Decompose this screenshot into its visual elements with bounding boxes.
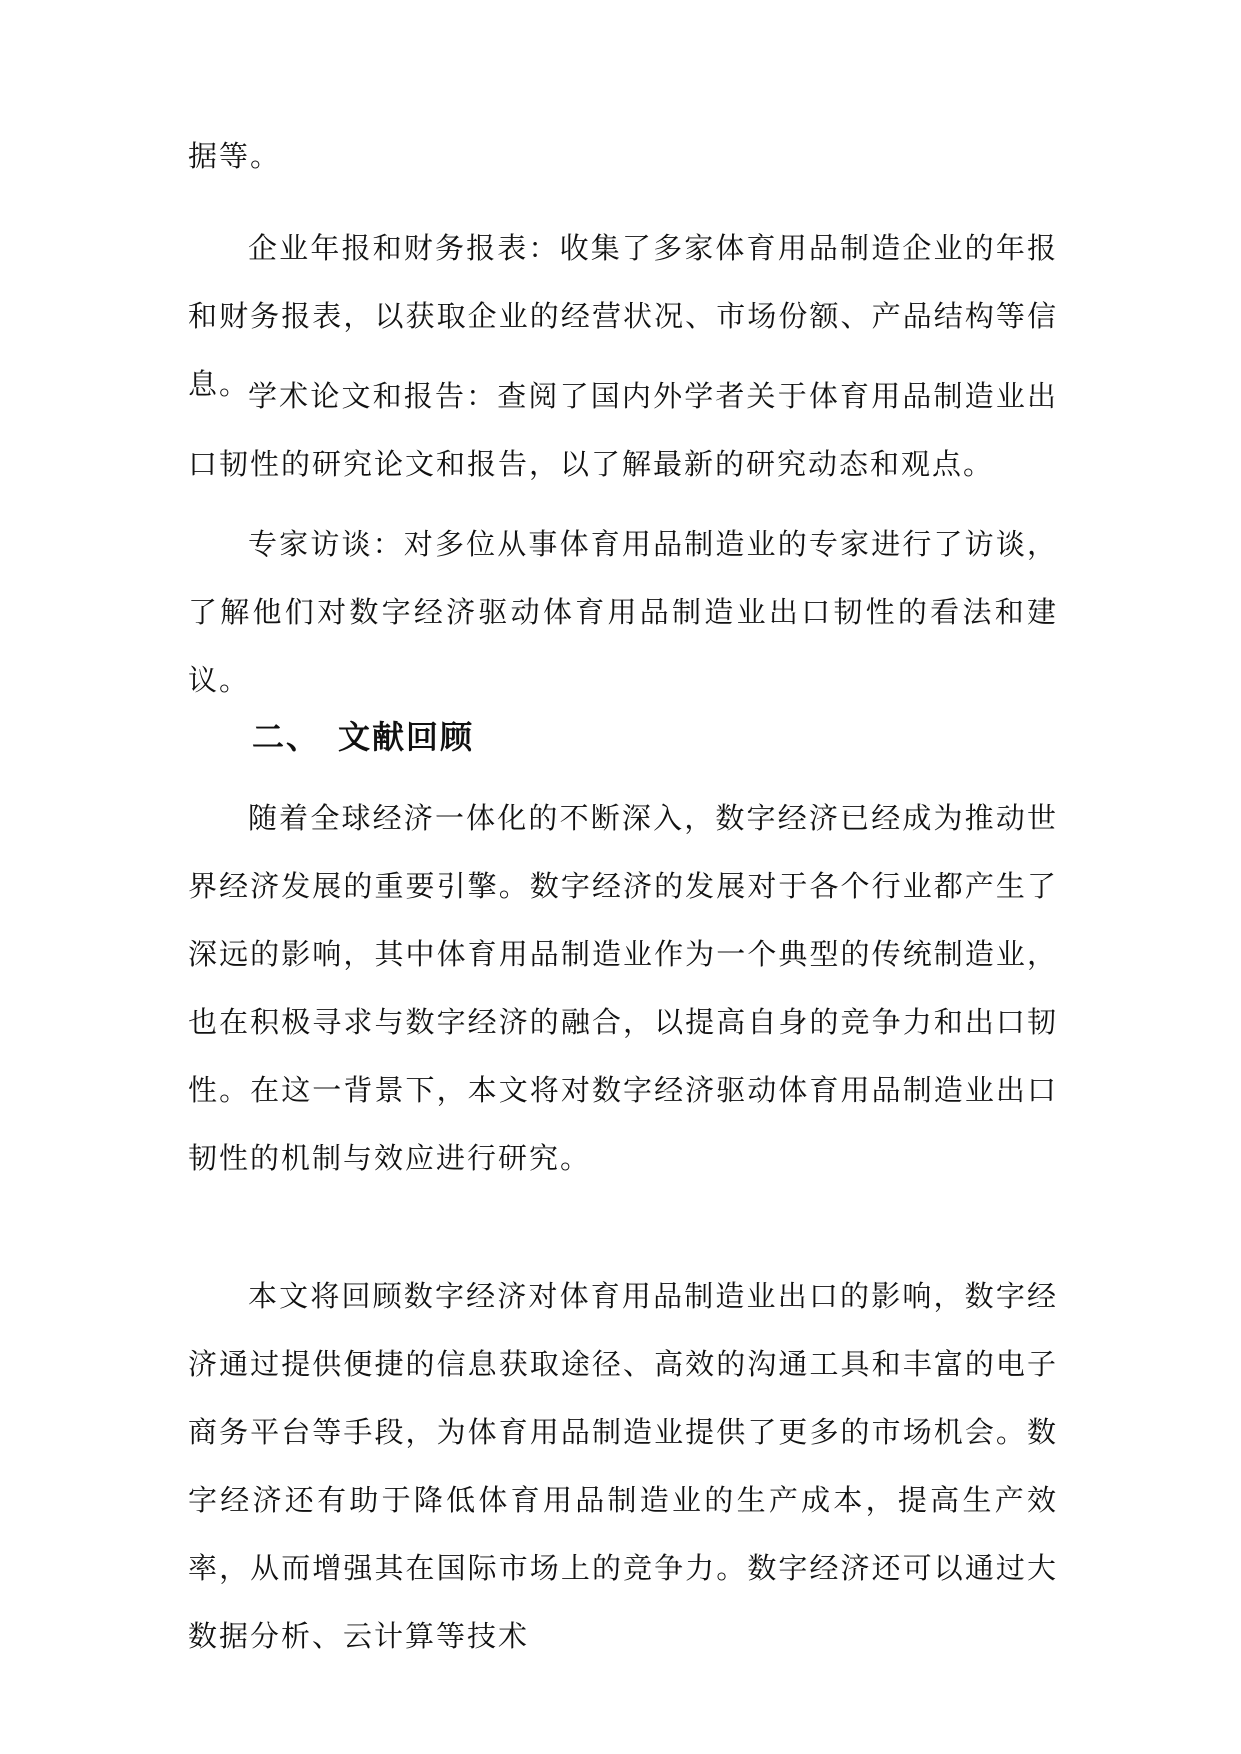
paragraph-background: 随着全球经济一体化的不断深入，数字经济已经成为推动世界经济发展的重要引擎。数字经济的发展对于各个行业都产生了深远的影响，其中体育用品制造业作为一个典型的传统制造业，也在积极寻求与数字经济的融合，以提高自身的竞争力和出口韧性。在这一背景下，本文将对数字经济驱动体育用品制造业出口韧性的机制与效应进行研究。: [188, 801, 1058, 1175]
section-heading: [252, 712, 474, 762]
section-number: 二、: [252, 718, 321, 756]
section-title: 文献回顾: [338, 718, 475, 756]
paragraph-review: 本文将回顾数字经济对体育用品制造业出口的影响，数字经济通过提供便捷的信息获取途径、高效的沟通工具和丰富的电子商务平台等手段，为体育用品制造业提供了更多的市场机会。数字经济还有助于降低体育用品制造业的生产成本，提高生产效率，从而增强其在国际市场上的竞争力。数字经济还可以通过大数据分析、云计算等技术: [188, 1279, 1058, 1653]
paragraph-academic-papers: 学术论文和报告：查阅了国内外学者关于体育用品制造业出口韧性的研究论文和报告，以了解最新的研究动态和观点。: [188, 379, 1058, 481]
paragraph-annual-reports: 企业年报和财务报表：收集了多家体育用品制造企业的年报和财务报表，以获取企业的经营状况、市场份额、产品结构等信息。: [188, 231, 1058, 401]
paragraph-expert-interviews: 专家访谈：对多位从事体育用品制造业的专家进行了访谈，了解他们对数字经济驱动体育用品制造业出口韧性的看法和建议。: [188, 527, 1058, 697]
paragraph-continuation: 据等。: [188, 139, 282, 173]
